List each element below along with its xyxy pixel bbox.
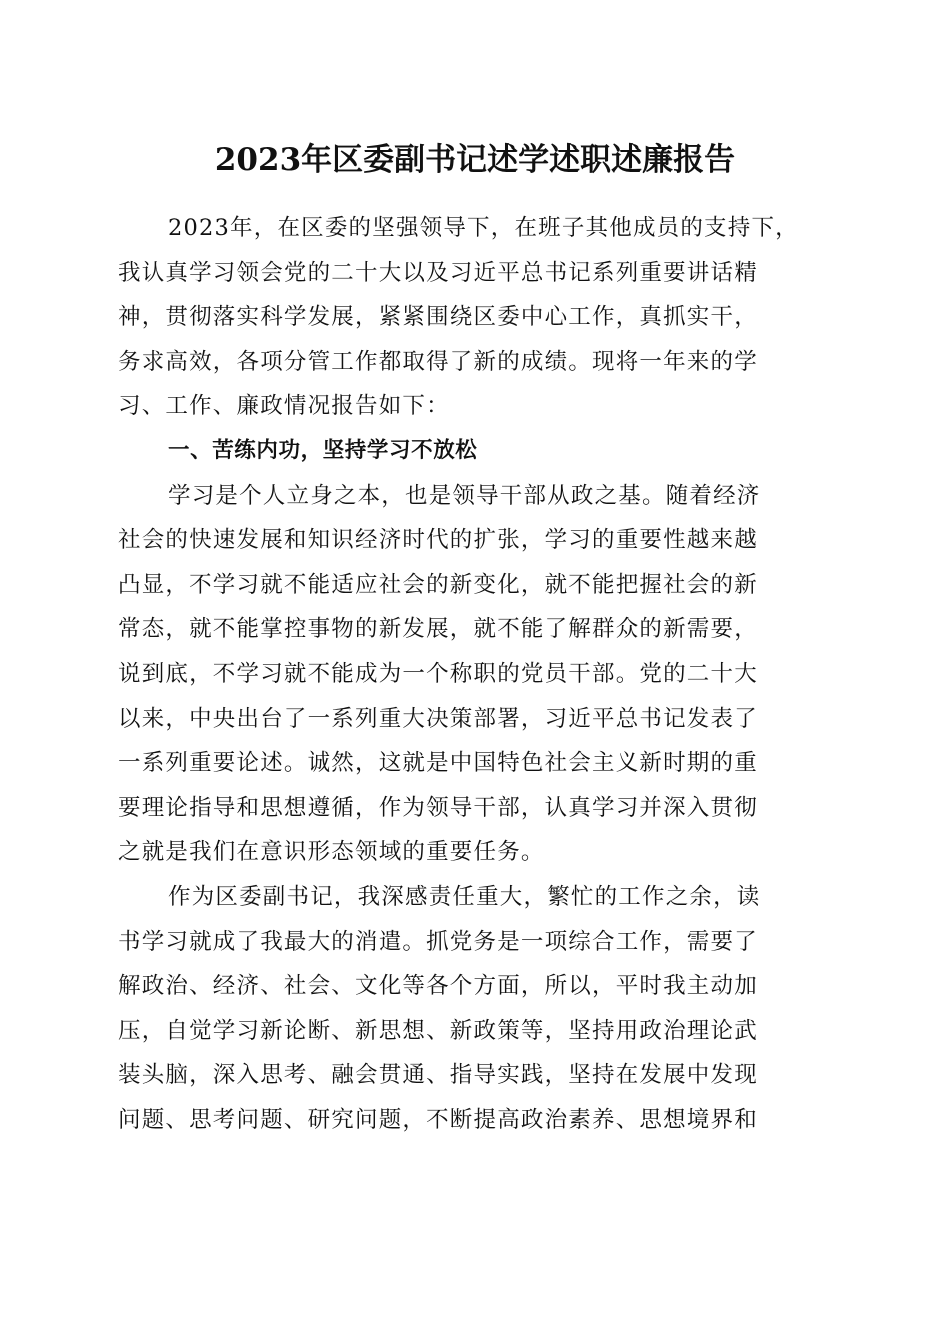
paragraph-line: 习、工作、廉政情况报告如下： <box>118 393 450 420</box>
document-body <box>118 206 834 1142</box>
paragraph-line: 常态，就不能掌控事物的新发展，就不能了解群众的新需要， <box>118 616 758 643</box>
paragraph-line: 我认真学习领会党的二十大以及习近平总书记系列重要讲话精 <box>118 259 758 286</box>
paragraph-line: 神，贯彻落实科学发展，紧紧围绕区委中心工作，真抓实干， <box>118 304 758 331</box>
paragraph-line: 书学习就成了我最大的消遣。抓党务是一项综合工作，需要了 <box>118 928 758 955</box>
paragraph-line: 解政治、经济、社会、文化等各个方面，所以，平时我主动加 <box>118 973 758 1000</box>
paragraph-line: 装头脑，深入思考、融会贯通、指导实践，坚持在发展中发现 <box>118 1062 758 1089</box>
paragraph-line: 学习是个人立身之本，也是领导干部从政之基。随着经济 <box>168 482 761 509</box>
paragraph-line: 之就是我们在意识形态领域的重要任务。 <box>118 839 545 866</box>
paragraph-line: 说到底，不学习就不能成为一个称职的党员干部。党的二十大 <box>118 660 758 687</box>
section-heading: 一、苦练内功，坚持学习不放松 <box>168 437 478 463</box>
paragraph-line: 务求高效，各项分管工作都取得了新的成绩。现将一年来的学 <box>118 348 758 375</box>
paragraph-line: 一系列重要论述。诚然，这就是中国特色社会主义新时期的重 <box>118 750 758 777</box>
paragraph-line: 凸显，不学习就不能适应社会的新变化，就不能把握社会的新 <box>118 571 758 598</box>
paragraph-line: 社会的快速发展和知识经济时代的扩张，学习的重要性越来越 <box>118 527 758 554</box>
paragraph-line: 要理论指导和思想遵循，作为领导干部，认真学习并深入贯彻 <box>118 794 758 821</box>
paragraph-line: 以来，中央出台了一系列重大决策部署，习近平总书记发表了 <box>118 705 758 732</box>
paragraph-line: 作为区委副书记，我深感责任重大，繁忙的工作之余，读 <box>168 883 761 910</box>
document-title: 2023年区委副书记述学述职述廉报告 <box>214 142 736 178</box>
paragraph-line: 压，自觉学习新论断、新思想、新政策等，坚持用政治理论武 <box>118 1017 758 1044</box>
paragraph-line: 2023年，在区委的坚强领导下，在班子其他成员的支持下， <box>168 215 799 241</box>
paragraph-line: 问题、思考问题、研究问题，不断提高政治素养、思想境界和 <box>118 1106 758 1133</box>
